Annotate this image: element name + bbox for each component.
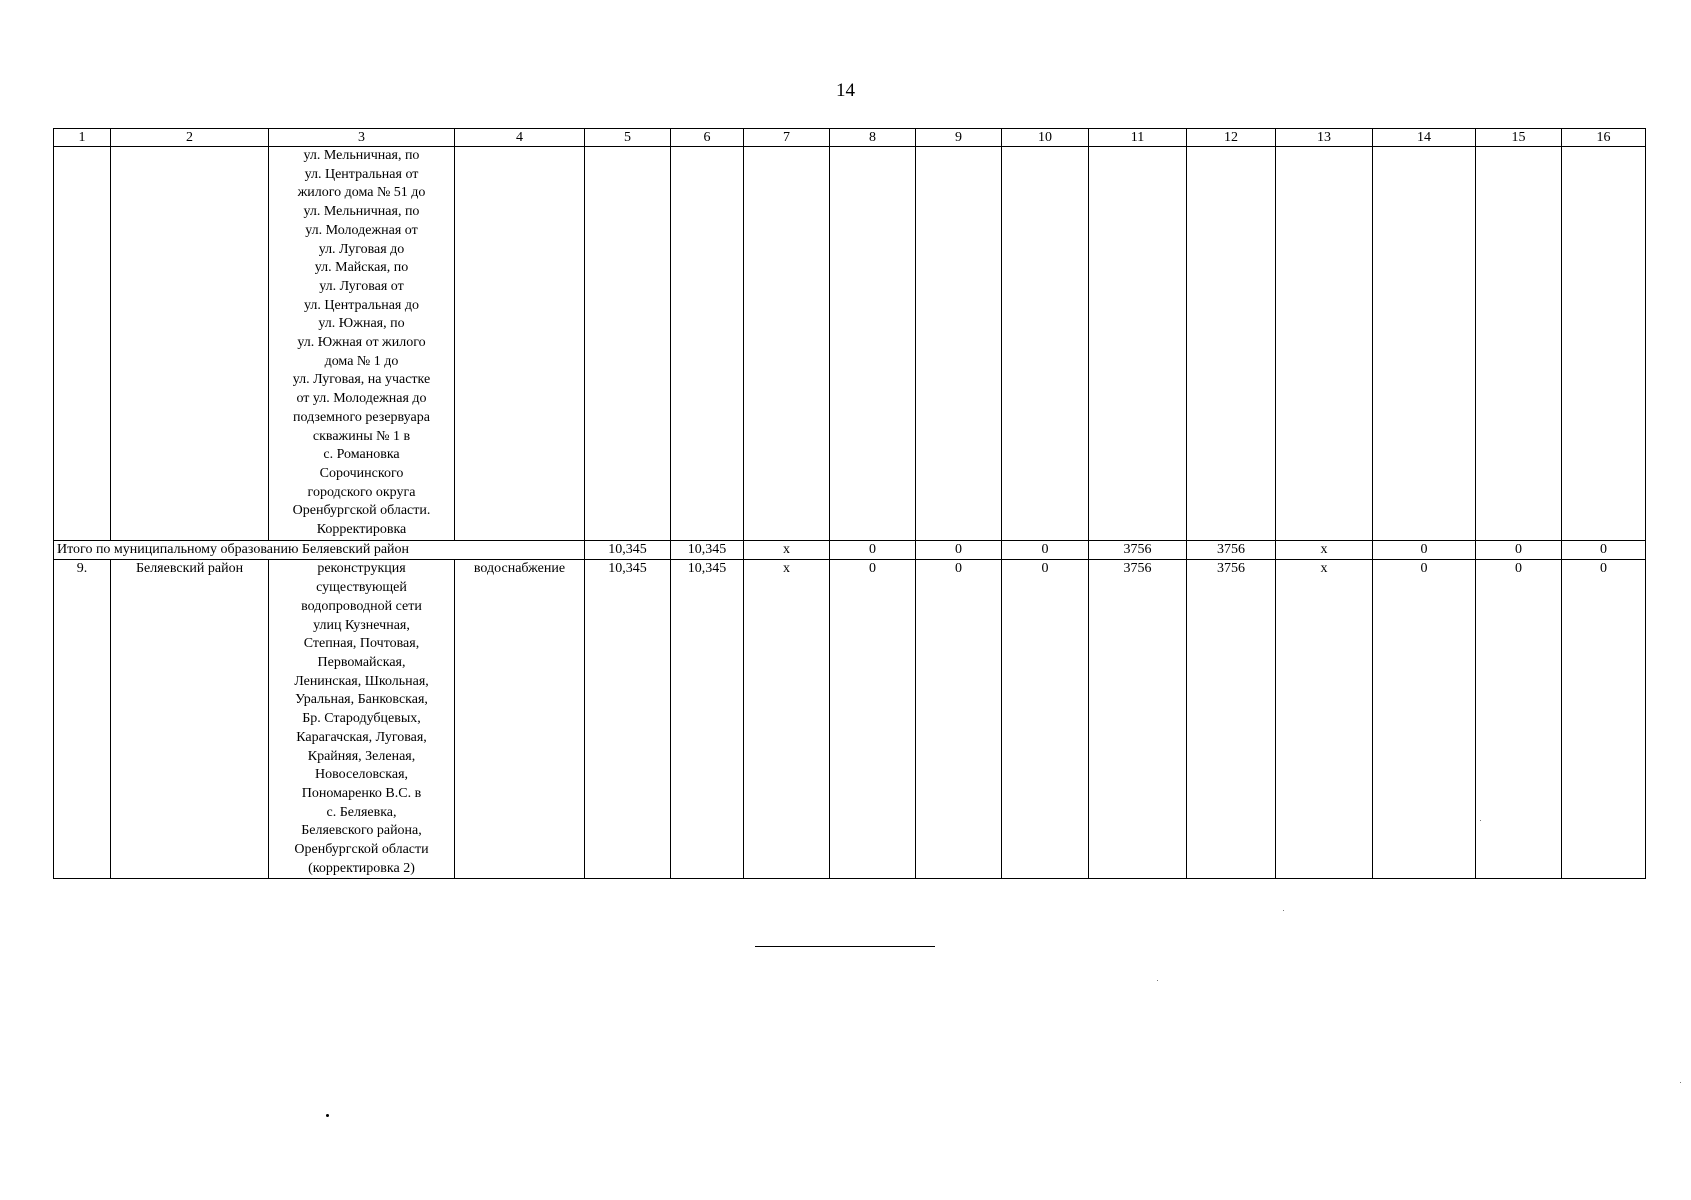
- empty-cell: [1373, 147, 1476, 541]
- separator-line: [755, 946, 935, 947]
- empty-cell: [744, 147, 830, 541]
- value-cell: 0: [916, 560, 1002, 879]
- value-cell: 0: [830, 560, 916, 879]
- total-value-cell: 0: [916, 540, 1002, 560]
- value-cell: 10,345: [671, 560, 744, 879]
- description-line: улиц Кузнечная,: [313, 617, 410, 633]
- column-number-cell: 15: [1476, 129, 1562, 147]
- scan-speck: [1283, 910, 1284, 911]
- description-line: скважины № 1 в: [312, 428, 411, 444]
- scan-dot: [326, 1114, 329, 1117]
- description-line: Пономаренко В.С. в: [301, 785, 422, 801]
- column-number-cell: 11: [1089, 129, 1187, 147]
- column-number-cell: 5: [585, 129, 671, 147]
- data-table: [53, 128, 1646, 879]
- description-line: (корректировка 2): [308, 860, 415, 876]
- description-line: реконструкция: [317, 561, 406, 577]
- empty-cell: [111, 147, 269, 541]
- empty-cell: [54, 147, 111, 541]
- column-number-cell: 1: [54, 129, 111, 147]
- column-number-cell: 7: [744, 129, 830, 147]
- value-cell: 3756: [1187, 560, 1276, 879]
- description-line: с. Романовка: [323, 447, 400, 463]
- total-value-cell: 3756: [1089, 540, 1187, 560]
- empty-cell: [671, 147, 744, 541]
- continued-project-row: [54, 147, 1646, 541]
- description-line: ул. Луговая, на участке: [292, 372, 431, 388]
- empty-cell: [1276, 147, 1373, 541]
- column-number-cell: 3: [269, 129, 455, 147]
- description-line: ул. Южная, по: [318, 316, 405, 332]
- total-value-cell: 3756: [1187, 540, 1276, 560]
- total-value-cell: 0: [1373, 540, 1476, 560]
- description-line: ул. Луговая от: [319, 278, 404, 294]
- total-value-cell: 0: [830, 540, 916, 560]
- project-description: [269, 147, 455, 541]
- value-cell: 0: [1476, 560, 1562, 879]
- description-line: Новоселовская,: [314, 767, 409, 783]
- project-row: [54, 560, 1646, 879]
- total-value-cell: 0: [1002, 540, 1089, 560]
- scan-speck: [1157, 980, 1158, 981]
- description-line: ул. Мельничная, по: [303, 204, 420, 220]
- column-number-cell: 8: [830, 129, 916, 147]
- value-cell: 0: [1562, 560, 1646, 879]
- description-line: ул. Луговая до: [318, 241, 405, 257]
- empty-cell: [916, 147, 1002, 541]
- page-number: 14: [836, 80, 855, 101]
- description-line: Корректировка: [316, 522, 407, 538]
- description-line: Карагачская, Луговая,: [296, 729, 427, 745]
- description-line: от ул. Молодежная до: [296, 391, 427, 407]
- description-line: Оренбургской области.: [292, 503, 431, 519]
- column-number-cell: 9: [916, 129, 1002, 147]
- description-line: Первомайская,: [317, 654, 406, 670]
- column-number-cell: 16: [1562, 129, 1646, 147]
- description-line: существующей: [316, 580, 407, 596]
- empty-cell: [1562, 147, 1646, 541]
- description-line: Степная, Почтовая,: [303, 636, 420, 652]
- column-number-cell: 4: [455, 129, 585, 147]
- total-value-cell: 0: [1562, 540, 1646, 560]
- empty-cell: [585, 147, 671, 541]
- total-value-cell: x: [744, 540, 830, 560]
- total-value-cell: 10,345: [585, 540, 671, 560]
- empty-cell: [1089, 147, 1187, 541]
- total-row: [54, 540, 1646, 560]
- description-line: ул. Центральная до: [304, 297, 419, 313]
- total-value-cell: 0: [1476, 540, 1562, 560]
- description-line: городского округа: [307, 484, 416, 500]
- description-line: ул. Майская, по: [314, 260, 409, 276]
- value-cell: 10,345: [585, 560, 671, 879]
- value-cell: x: [1276, 560, 1373, 879]
- value-cell: 0: [1002, 560, 1089, 879]
- description-line: дома № 1 до: [324, 353, 399, 369]
- description-line: жилого дома № 51 до: [297, 185, 426, 201]
- description-line: ул. Молодежная от: [305, 222, 418, 238]
- description-line: водопроводной сети: [301, 598, 422, 614]
- description-line: Сорочинского: [319, 465, 404, 481]
- scan-speck: [1480, 820, 1481, 821]
- description-line: ул. Южная от жилого: [297, 335, 426, 351]
- column-number-cell: 6: [671, 129, 744, 147]
- district-name: Беляевский район: [111, 560, 269, 879]
- empty-cell: [830, 147, 916, 541]
- column-number-cell: 10: [1002, 129, 1089, 147]
- total-value-cell: 10,345: [671, 540, 744, 560]
- column-number-cell: 2: [111, 129, 269, 147]
- total-value-cell: x: [1276, 540, 1373, 560]
- project-type: водоснабжение: [455, 560, 585, 879]
- empty-cell: [1476, 147, 1562, 541]
- value-cell: 3756: [1089, 560, 1187, 879]
- description-line: Беляевского района,: [301, 823, 422, 839]
- description-line: ул. Центральная от: [304, 166, 419, 182]
- description-line: подземного резервуара: [293, 409, 430, 425]
- column-number-row: [54, 129, 1646, 147]
- project-description: [269, 560, 455, 879]
- description-line: Бр. Стародубцевых,: [302, 711, 421, 727]
- value-cell: x: [744, 560, 830, 879]
- scan-speck: [1680, 1082, 1681, 1083]
- empty-cell: [455, 147, 585, 541]
- value-cell: 0: [1373, 560, 1476, 879]
- empty-cell: [1187, 147, 1276, 541]
- total-label: Итого по муниципальному образованию Беляевский район: [54, 540, 585, 560]
- description-line: с. Беляевка,: [326, 804, 397, 820]
- column-number-cell: 14: [1373, 129, 1476, 147]
- description-line: Оренбургской области: [294, 842, 429, 858]
- empty-cell: [1002, 147, 1089, 541]
- column-number-cell: 13: [1276, 129, 1373, 147]
- description-line: Ленинская, Школьная,: [294, 673, 429, 689]
- row-number: 9.: [54, 560, 111, 879]
- description-line: Уральная, Банковская,: [295, 692, 428, 708]
- description-line: Крайняя, Зеленая,: [307, 748, 416, 764]
- column-number-cell: 12: [1187, 129, 1276, 147]
- description-line: ул. Мельничная, по: [303, 148, 420, 163]
